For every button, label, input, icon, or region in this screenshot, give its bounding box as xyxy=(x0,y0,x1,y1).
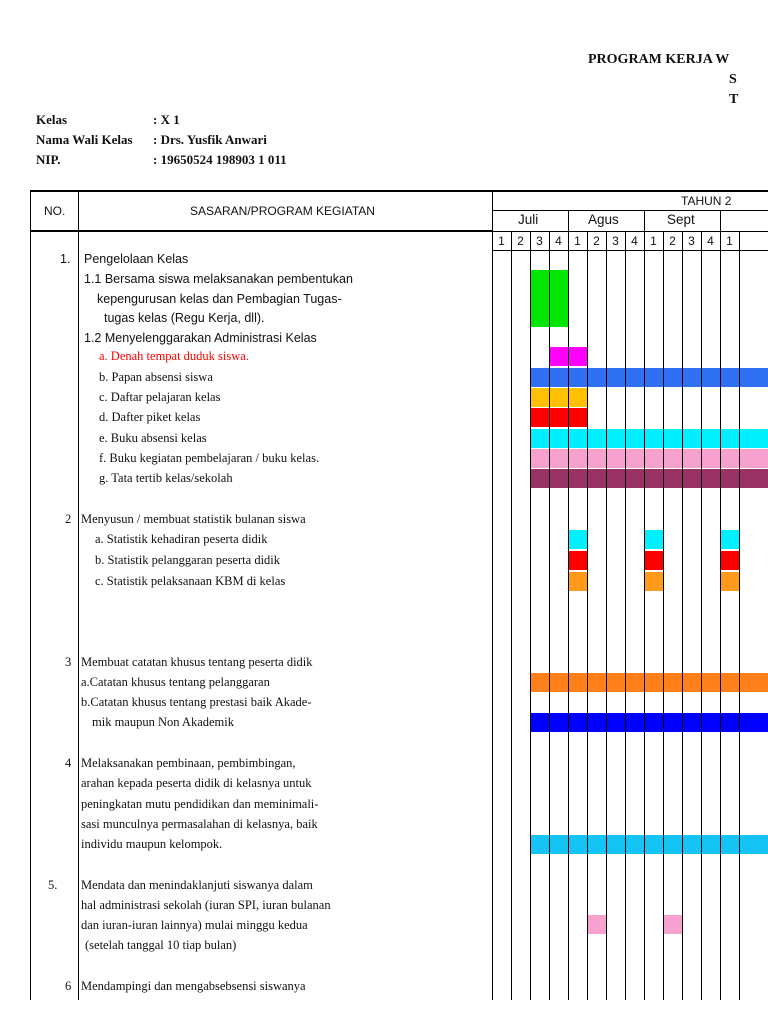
table-top-border xyxy=(30,190,768,192)
row-text: Melaksanakan pembinaan, pembimbingan, xyxy=(81,756,296,770)
table-left-border xyxy=(30,190,31,1000)
grid-line xyxy=(587,231,588,1000)
bar-papan-absensi xyxy=(530,368,768,387)
week-row-border xyxy=(492,250,768,251)
month-divider-3 xyxy=(720,210,721,231)
wali-label: Nama Wali Kelas xyxy=(36,132,133,147)
row-text: 1.2 Menyelenggarakan Administrasi Kelas xyxy=(84,331,317,345)
row-item-c: c. Daftar pelajaran kelas xyxy=(99,390,221,404)
bar-statistik-pelanggaran xyxy=(568,551,587,570)
grid-line xyxy=(644,231,645,1000)
row-item-e: e. Buku absensi kelas xyxy=(99,431,207,445)
month-agus: Agus xyxy=(588,212,619,227)
month-divider-1 xyxy=(568,210,569,231)
wali-value: : Drs. Yusfik Anwari xyxy=(153,132,267,147)
doc-title-line2: S xyxy=(729,72,737,87)
bar-catatan-pelanggaran xyxy=(530,673,768,692)
grid-line xyxy=(530,231,531,1000)
grid-line xyxy=(682,231,683,1000)
week-label: 3 xyxy=(612,234,619,248)
row-text: sasi munculnya permasalahan di kelasnya, baik xyxy=(81,817,318,831)
row-text: 1.1 Bersama siswa melaksanakan pembentukan xyxy=(84,272,353,286)
grid-line xyxy=(568,231,569,1000)
row-number: 6 xyxy=(65,979,72,993)
row-item-f: f. Buku kegiatan pembelajaran / buku kelas. xyxy=(99,451,320,465)
header-year: TAHUN 2 xyxy=(681,194,732,208)
bar-tata-tertib xyxy=(530,469,768,488)
header-program: SASARAN/PROGRAM KEGIATAN xyxy=(190,204,375,218)
row-number: 5. xyxy=(48,878,58,892)
bar-buku-absensi xyxy=(530,429,768,448)
week-label: 4 xyxy=(631,234,638,248)
bar-administrasi-iuran xyxy=(587,915,606,934)
header-no: NO. xyxy=(44,204,66,218)
bar-pembinaan xyxy=(530,835,768,854)
row-text: kepengurusan kelas dan Pembagian Tugas- xyxy=(97,292,342,306)
row-text: dan iuran-iuran lainnya) mulai minggu kedua xyxy=(81,918,308,932)
week-label: 2 xyxy=(517,234,524,248)
grid-line xyxy=(549,231,550,1000)
row-text: b.Catatan khusus tentang prestasi baik Akade- xyxy=(81,695,312,709)
row-text: mik maupun Non Akademik xyxy=(92,715,234,729)
row-item-b: b. Papan absensi siswa xyxy=(99,370,213,384)
bar-statistik-kbm xyxy=(568,572,587,591)
bar-statistik-kehadiran xyxy=(720,530,739,549)
week-label: 4 xyxy=(555,234,562,248)
row-text: (setelah tanggal 10 tiap bulan) xyxy=(85,938,237,952)
bar-administrasi-iuran xyxy=(663,915,682,934)
week-label: 1 xyxy=(574,234,581,248)
grid-line xyxy=(739,231,740,1000)
row-number: 2 xyxy=(65,512,72,526)
row-item-a: a. Denah tempat duduk siswa. xyxy=(99,349,249,363)
grid-line xyxy=(625,231,626,1000)
month-juli: Juli xyxy=(518,212,539,227)
week-label: 2 xyxy=(669,234,676,248)
kelas-value: : X 1 xyxy=(153,112,180,127)
row-text: a.Catatan khusus tentang pelanggaran xyxy=(81,675,270,689)
week-label: 1 xyxy=(650,234,657,248)
bar-daftar-pelajaran xyxy=(530,388,587,407)
row-text: arahan kepada peserta didik di kelasnya untuk xyxy=(81,776,312,790)
month-sept: Sept xyxy=(667,212,695,227)
doc-title-line1: PROGRAM KERJA W xyxy=(588,52,730,67)
row-text: hal administrasi sekolah (iuran SPI, iuran bulanan xyxy=(81,898,331,912)
row-number: 1. xyxy=(60,252,71,266)
year-row-border xyxy=(492,210,768,211)
row-item-g: g. Tata tertib kelas/sekolah xyxy=(99,471,233,485)
week-label: 3 xyxy=(536,234,543,248)
week-label: 1 xyxy=(726,234,733,248)
row-text: peningkatan mutu pendidikan dan meminimali- xyxy=(81,797,319,811)
table-col-divider-program xyxy=(492,190,493,1000)
doc-title-line3: T xyxy=(729,92,739,107)
row-text: Mendata dan menindaklanjuti siswanya dalam xyxy=(81,878,313,892)
row-number: 3 xyxy=(65,655,72,669)
kelas-label: Kelas xyxy=(36,112,68,127)
month-divider-2 xyxy=(644,210,645,231)
row-number: 4 xyxy=(65,756,72,770)
bar-statistik-kbm xyxy=(644,572,663,591)
header-bottom-border-left xyxy=(30,230,492,232)
nip-label: NIP. xyxy=(36,152,61,167)
table-col-divider-no xyxy=(78,190,79,1000)
row-text: c. Statistik pelaksanaan KBM di kelas xyxy=(95,574,286,588)
month-row-border xyxy=(492,231,768,232)
bar-statistik-pelanggaran xyxy=(644,551,663,570)
week-label: 3 xyxy=(688,234,695,248)
row-title: Membuat catatan khusus tentang peserta didik xyxy=(81,655,313,669)
row-title: Pengelolaan Kelas xyxy=(84,252,189,266)
grid-line xyxy=(606,231,607,1000)
row-text: b. Statistik pelanggaran peserta didik xyxy=(95,553,281,567)
grid-line xyxy=(720,231,721,1000)
row-text: individu maupun kelompok. xyxy=(81,837,223,851)
row-item-d: d. Dafter piket kelas xyxy=(99,410,201,424)
grid-line xyxy=(511,231,512,1000)
row-title: Menyusun / membuat statistik bulanan siswa xyxy=(81,512,306,526)
grid-line xyxy=(663,231,664,1000)
row-text: Mendampingi dan mengabsebsensi siswanya xyxy=(81,979,306,993)
bar-statistik-kehadiran xyxy=(644,530,663,549)
bar-daftar-piket xyxy=(530,408,587,427)
bar-statistik-pelanggaran xyxy=(720,551,739,570)
nip-value: : 19650524 198903 1 011 xyxy=(153,152,287,167)
week-label: 4 xyxy=(707,234,714,248)
grid-line xyxy=(701,231,702,1000)
bar-statistik-kehadiran xyxy=(568,530,587,549)
bar-buku-kegiatan xyxy=(530,449,768,468)
row-text: a. Statistik kehadiran peserta didik xyxy=(95,532,268,546)
week-label: 2 xyxy=(593,234,600,248)
row-text: tugas kelas (Regu Kerja, dll). xyxy=(104,311,265,325)
week-label: 1 xyxy=(498,234,505,248)
bar-statistik-kbm xyxy=(720,572,739,591)
bar-catatan-prestasi xyxy=(530,713,768,732)
